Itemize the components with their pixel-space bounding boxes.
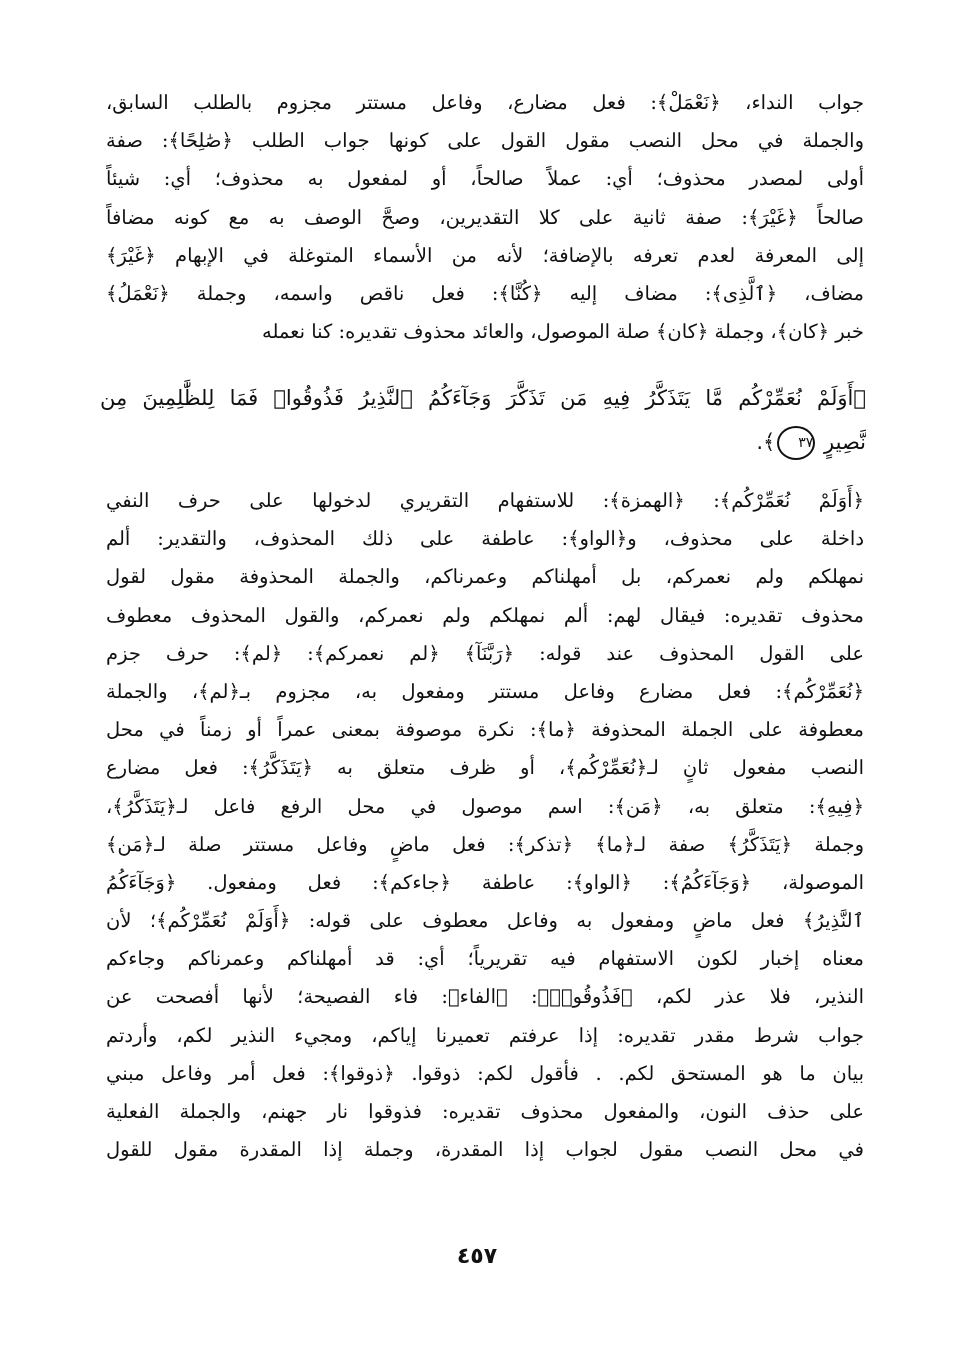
text-line: صالحاً ﴿غَيْرَ﴾: صفة ثانية على كلا التقديرين، وصحَّ الوصف به مع كونه مضافاً — [106, 205, 864, 229]
text-line: معطوفة على الجملة المحذوفة ﴿ما﴾: نكرة موصوفة بمعنى عمراً أو زمناً في محل — [106, 718, 864, 742]
text-line: خبر ﴿كان﴾، وجملة ﴿كان﴾ صلة الموصول، والعائد محذوف تقديره: كنا نعمله — [261, 320, 864, 344]
text-line: في محل النصب مقول لجواب إذا المقدرة، وجملة إذا المقدرة مقول للقول — [106, 1138, 864, 1162]
text-line: النصب مفعول ثانٍ لـ﴿نُعَمِّرْكُم﴾، أو ظرف متعلق به ﴿يَتَذَكَّرُ﴾: فعل مضارع — [106, 756, 864, 780]
text-line: الموصولة، ﴿وَجَآءَكُمُ﴾: ﴿الواو﴾: عاطفة ﴿جاءكم﴾: فعل ومفعول. ﴿وَجَآءَكُمُ — [106, 870, 864, 894]
text-line: جواب النداء، ﴿نَعْمَلْ﴾: فعل مضارع، وفاعل مستتر مجزوم بالطلب السابق، — [106, 91, 864, 114]
text-line: ﴿أَوَلَمْ نُعَمِّرْكُم﴾: ﴿الهمزة﴾: للاستفهام التقريري لدخولها على حرف النفي — [106, 489, 864, 512]
text-line: معناه إخبار لكون الاستفهام فيه تقريرياً؛ أي: قد أمهلناكم وعمرناكم وجاءكم — [106, 947, 864, 971]
commentary-paragraph-1 — [106, 84, 864, 351]
verse-word: نَّصِيرٍ — [824, 430, 866, 454]
ayah-number-marker: ٣٧ — [777, 426, 815, 460]
text-line: ﴿نُعَمِّرْكُم﴾: فعل مضارع وفاعل مستتر ومفعول به، مجزوم بـ﴿لم﴾، والجملة — [106, 679, 864, 703]
text-line: النذير، فلا عذر لكم، ﴿فَذُوقُوا۟﴾: ﴿الفاء﴾: فاء الفصيحة؛ لأنها أفصحت عن — [106, 985, 864, 1009]
text-line: على حذف النون، والمفعول محذوف تقديره: فذوقوا نار جهنم، والجملة الفعلية — [106, 1100, 864, 1123]
page-number: ٤٥٧ — [456, 1244, 498, 1269]
text-line: بيان ما هو المستحق لكم. . فأقول لكم: ذوقوا. ﴿ذوقوا﴾: فعل أمر وفاعل مبني — [106, 1061, 864, 1085]
text-line: نمهلكم ولم نعمركم، بل أمهلناكم وعمرناكم، والجملة المحذوفة مقول لقول — [106, 565, 864, 589]
text-line: داخلة على محذوف، و﴿الواو﴾: عاطفة على ذلك المحذوف، والتقدير: ألم — [106, 527, 864, 551]
text-line: ﴿فِيهِ﴾: متعلق به، ﴿مَن﴾: اسم موصول في محل الرفع فاعل لـ﴿يَتَذَكَّرُ﴾، — [106, 794, 864, 818]
verse-line-end — [100, 420, 866, 464]
verse-line: ﴿أَوَلَمْ نُعَمِّرْكُم مَّا يَتَذَكَّرُ فِيهِ مَن تَذَكَّرَ وَجَآءَكُمُ ٱلنَّذِيرُ فَذُوقُوا۟ فَمَا لِلظَّٰلِمِينَ مِن — [100, 386, 866, 410]
text-line: إلى المعرفة لعدم تعرفه بالإضافة؛ لأنه من الأسماء المتوغلة في الإبهام ﴿غَيْرَ﴾ — [106, 243, 864, 267]
text-line: على القول المحذوف عند قوله: ﴿رَبَّنَآ﴾ ﴿لم نعمركم﴾: ﴿لم﴾: حرف جزم — [106, 641, 864, 665]
verse-closing-bracket: ﴾. — [756, 430, 776, 454]
text-line: والجملة في محل النصب مقول القول على كونها جواب الطلب ﴿صَٰلِحًا﴾: صفة — [106, 129, 864, 153]
text-line: جواب شرط مقدر تقديره: إذا عرفتم تعميرنا إياكم، ومجيء النذير لكم، وأردتم — [106, 1023, 864, 1047]
text-line: وجملة ﴿يَتَذَكَّرُ﴾ صفة لـ﴿ما﴾ ﴿تذكر﴾: فعل ماضٍ وفاعل مستتر صلة لـ﴿مَن﴾ — [106, 832, 864, 856]
text-line: محذوف تقديره: فيقال لهم: ألم نمهلكم ولم نعمركم، والقول المحذوف معطوف — [106, 603, 864, 627]
commentary-paragraph-2 — [106, 482, 864, 1169]
text-line: مضاف، ﴿ٱلَّذِى﴾: مضاف إليه ﴿كُنَّا﴾: فعل ناقص واسمه، وجملة ﴿نَعْمَلُ﴾ — [106, 281, 864, 305]
text-line: أولى لمصدر محذوف؛ أي: عملاً صالحاً، أو لمفعول به محذوف؛ أي: شيئاً — [106, 167, 864, 191]
text-line: ٱلنَّذِيرُ﴾ فعل ماضٍ ومفعول به وفاعل معطوف على قوله: ﴿أَوَلَمْ نُعَمِّرْكُم﴾؛ لأن — [106, 909, 864, 933]
quran-verse — [100, 376, 866, 464]
